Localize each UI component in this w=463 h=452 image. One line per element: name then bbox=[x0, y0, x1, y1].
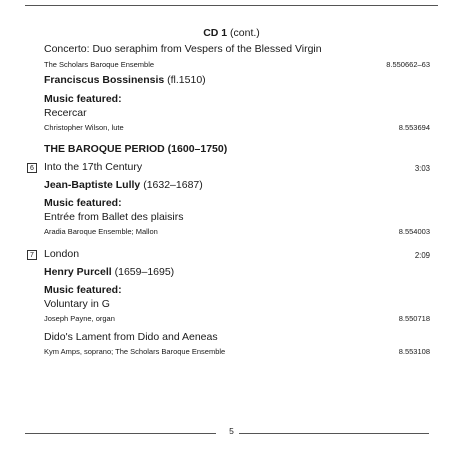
cd-heading bbox=[0, 27, 463, 39]
composer-dates: (1632–1687) bbox=[140, 179, 203, 191]
catalog-number: 8.553108 bbox=[398, 347, 430, 356]
catalog-number: 8.550662–63 bbox=[386, 60, 430, 69]
performers: Aradia Baroque Ensemble; Mallon bbox=[44, 227, 158, 236]
cd-label: CD 1 bbox=[203, 27, 228, 39]
footer-rule-right bbox=[239, 433, 429, 434]
music-featured-label: Music featured: bbox=[44, 93, 122, 105]
work-title: Recercar bbox=[44, 107, 87, 119]
page-number: 5 bbox=[229, 426, 234, 436]
track-number-box: 7 bbox=[27, 250, 37, 260]
performers: Kym Amps, soprano; The Scholars Baroque Ensemble bbox=[44, 347, 226, 356]
track-title: London bbox=[44, 248, 80, 260]
composer-name: Henry Purcell bbox=[44, 266, 112, 278]
composer-dates: (1659–1695) bbox=[111, 266, 175, 278]
performers: Christopher Wilson, lute bbox=[44, 123, 124, 132]
work-title: Voluntary in G bbox=[44, 298, 110, 310]
music-featured-label: Music featured: bbox=[44, 197, 122, 209]
composer-line bbox=[44, 266, 174, 278]
performers: The Scholars Baroque Ensemble bbox=[44, 60, 155, 69]
track-duration: 2:09 bbox=[414, 251, 430, 260]
work-title: Entrée from Ballet des plaisirs bbox=[44, 211, 184, 223]
composer-line bbox=[44, 179, 203, 191]
catalog-number: 8.554003 bbox=[398, 227, 430, 236]
work-title: Concerto: Duo seraphim from Vespers of the Blessed Virgin bbox=[44, 43, 322, 55]
track-title: Into the 17th Century bbox=[44, 161, 143, 173]
music-featured-label: Music featured: bbox=[44, 284, 122, 296]
work-title: Dido's Lament from Dido and Aeneas bbox=[44, 331, 218, 343]
catalog-number: 8.550718 bbox=[398, 314, 430, 323]
catalog-number: 8.553694 bbox=[398, 123, 430, 132]
composer-line bbox=[44, 74, 206, 86]
top-rule bbox=[25, 5, 438, 6]
performers: Joseph Payne, organ bbox=[44, 314, 115, 323]
track-number-box: 6 bbox=[27, 163, 37, 173]
composer-name: Franciscus Bossinensis bbox=[44, 74, 165, 86]
composer-dates: (fl.1510) bbox=[164, 74, 206, 86]
composer-name: Jean-Baptiste Lully bbox=[44, 179, 141, 191]
cd-cont: (cont.) bbox=[227, 27, 260, 39]
track-duration: 3:03 bbox=[414, 164, 430, 173]
period-heading: THE BAROQUE PERIOD (1600–1750) bbox=[44, 143, 228, 155]
